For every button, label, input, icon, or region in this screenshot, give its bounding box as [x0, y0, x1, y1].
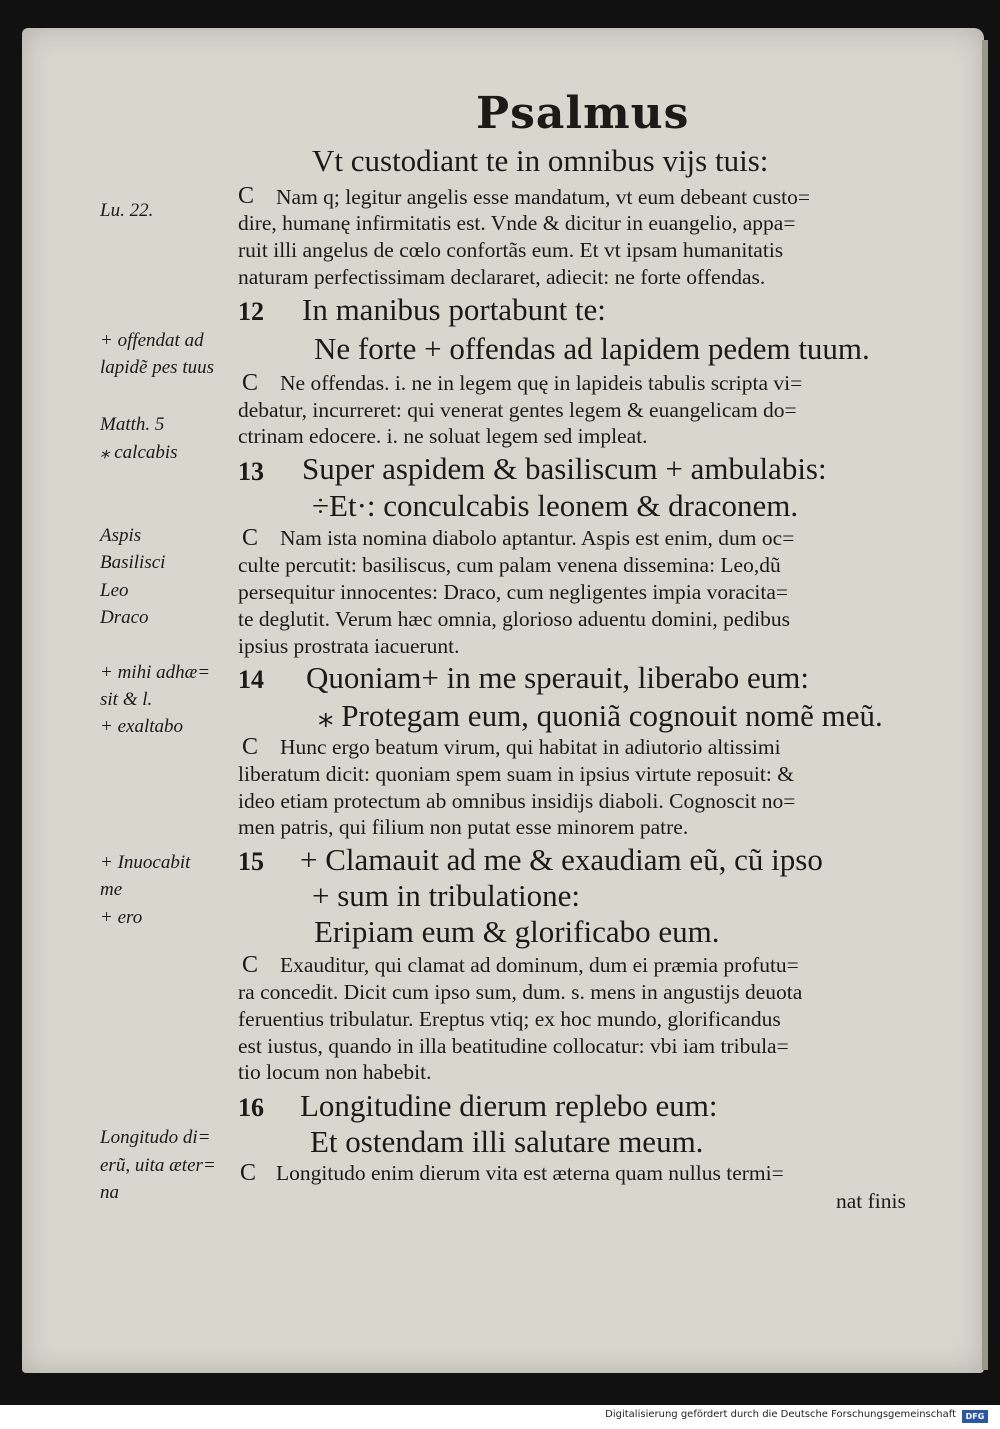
verse-number: 16	[238, 1093, 264, 1122]
commentary-line: Nam ista nomina diabolo aptantur. Aspis est enim, dum oc=	[280, 526, 795, 550]
commentary-line: Nam q; legitur angelis esse mandatum, vt eum debeant custo=	[276, 185, 810, 209]
commentary-line: ruit illi angelus de cœlo confortãs eum. Et vt ipsam humanitatis	[238, 238, 784, 262]
margin-note: + exaltabo	[100, 716, 183, 737]
margin-note: erũ, uita æter=	[100, 1155, 216, 1176]
verse-line: Quoniam+ in me sperauit, liberabo eum:	[306, 660, 810, 695]
verse-line: Ne forte + offendas ad lapidem pedem tuum.	[314, 331, 870, 366]
commentary-line: liberatum dicit: quoniam spem suam in ipsius virtute reposuit: &	[238, 762, 794, 786]
commentary-line: ipsius prostrata iacuerunt.	[238, 634, 460, 658]
commentary-line: tio locum non habebit.	[238, 1060, 432, 1084]
margin-note: Aspis	[100, 525, 142, 546]
commentary-line: ideo etiam protectum ab omnibus insidijs diaboli. Cognoscit no=	[238, 789, 796, 813]
verse-line: ÷Et·: conculcabis leonem & draconem.	[312, 488, 799, 523]
commentary-line: persequitur innocentes: Draco, cum negligentes impia voracita=	[238, 580, 789, 604]
funding-credit: Digitalisierung gefördert durch die Deutsche Forschungsgemeinschaft	[605, 1409, 956, 1420]
paragraph-mark: C	[238, 183, 255, 209]
margin-note: Matth. 5	[100, 414, 165, 435]
verse-line: + sum in tribulatione:	[312, 878, 581, 913]
commentary-line: Longitudo enim dierum vita est æterna quam nullus termi=	[276, 1161, 784, 1185]
paragraph-mark: C	[242, 734, 259, 760]
margin-note: + Inuocabit	[100, 852, 191, 873]
commentary-line: est iustus, quando in illa beatitudine collocatur: vbi iam tribula=	[238, 1034, 789, 1058]
verse-line: Et ostendam illi salutare meum.	[310, 1124, 704, 1159]
running-heading: Psalmus	[476, 88, 690, 139]
paragraph-mark: C	[242, 952, 259, 978]
commentary-line: naturam perfectissimam declararet, adiecit: ne forte offendas.	[238, 265, 766, 289]
margin-note: + ero	[100, 907, 143, 928]
margin-note: Basilisci	[100, 552, 166, 573]
page-edge	[982, 40, 988, 1370]
verse-line: In manibus portabunt te:	[302, 292, 606, 327]
commentary-line: nat finis	[836, 1189, 906, 1213]
footer-bar	[0, 1405, 1000, 1429]
verse-line: + Clamauit ad me & exaudiam eũ, cũ ipso	[300, 842, 823, 877]
commentary-line: Exauditur, qui clamat ad dominum, dum ei præmia profutu=	[280, 953, 799, 977]
paragraph-mark: C	[242, 525, 259, 551]
margin-note: Leo	[100, 580, 129, 601]
paragraph-mark: C	[240, 1160, 257, 1186]
verse-line: ⁎ Protegam eum, quoniã cognouit nomẽ meũ.	[318, 698, 883, 733]
margin-note: ⁎ calcabis	[100, 442, 178, 463]
commentary-line: Hunc ergo beatum virum, qui habitat in adiutorio altissimi	[280, 735, 781, 759]
commentary-line: dire, humanę infirmitatis est. Vnde & dicitur in euangelio, appa=	[238, 211, 796, 235]
commentary-line: ra concedit. Dicit cum ipso sum, dum. s. mens in angustijs deuota	[238, 980, 803, 1004]
margin-note: me	[100, 879, 123, 900]
verse-line: Super aspidem & basiliscum + ambulabis:	[302, 451, 827, 486]
commentary-line: Ne offendas. i. ne in legem quę in lapideis tabulis scripta vi=	[280, 371, 803, 395]
margin-note: + mihi adhæ=	[100, 662, 211, 683]
margin-note: na	[100, 1182, 119, 1203]
verse-line: Vt custodiant te in omnibus vijs tuis:	[312, 143, 769, 178]
commentary-line: men patris, qui filium non putat esse minorem patre.	[238, 815, 689, 839]
dfg-logo: DFG	[962, 1410, 988, 1423]
margin-note: Draco	[100, 607, 149, 628]
verse-line: Longitudine dierum replebo eum:	[300, 1088, 718, 1123]
commentary-line: debatur, incurreret: qui venerat gentes legem & euangelicam do=	[238, 398, 797, 422]
commentary-line: feruentius tribulatur. Ereptus vtiq; ex hoc mundo, glorificandus	[238, 1007, 781, 1031]
verse-line: Eripiam eum & glorificabo eum.	[314, 914, 720, 949]
commentary-line: ctrinam edocere. i. ne soluat legem sed impleat.	[238, 424, 648, 448]
margin-note: lapidẽ pes tuus	[100, 357, 214, 378]
verse-number: 12	[238, 297, 264, 326]
verse-number: 13	[238, 457, 264, 486]
paragraph-mark: C	[242, 370, 259, 396]
margin-note: sit & l.	[100, 689, 153, 710]
margin-note: Longitudo di=	[100, 1127, 211, 1148]
commentary-line: te deglutit. Verum hæc omnia, glorioso aduentu domini, pedibus	[238, 607, 790, 631]
commentary-line: culte percutit: basiliscus, cum palam venena dissemina: Leo,dũ	[238, 553, 781, 577]
margin-note: Lu. 22.	[100, 200, 154, 221]
margin-note: + offendat ad	[100, 330, 204, 351]
verse-number: 14	[238, 665, 264, 694]
verse-number: 15	[238, 847, 264, 876]
